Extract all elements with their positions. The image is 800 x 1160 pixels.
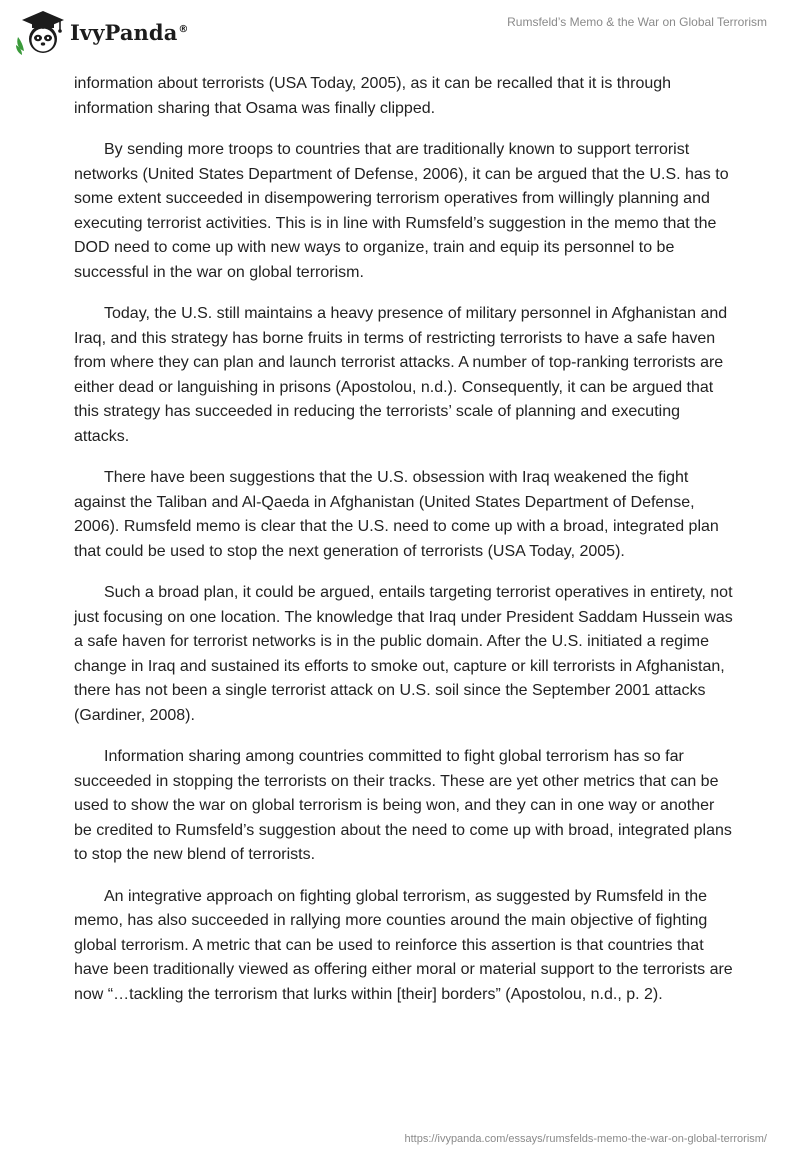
- paragraph: There have been suggestions that the U.S. obsession with Iraq weakened the fight against the Taliban and Al-Qaeda in Afghanistan (United States Department of Defense, 2006). Rumsfeld memo is clear that the U.S. need to come up with a broad, integrated plan that could be used to stop the next generation of terrorists (USA Today, 2005).: [74, 469, 719, 560]
- brand-name: IvyPanda®: [70, 19, 189, 45]
- paragraph: Information sharing among countries committed to fight global terrorism has so far succeeded in stopping the terrorists on their tracks. These are yet other metrics that can be used to show the war on global terrorism is being won, and they can in one way or another be credited to Rumsfeld’s suggestion about the need to come up with broad, integrated plans to stop the new blend of terrorists.: [74, 748, 732, 863]
- ivypanda-logo[interactable]: [14, 7, 189, 57]
- paragraph: Such a broad plan, it could be argued, entails targeting terrorist operatives in entirety, not just focusing on one location. The knowledge that Iraq under President Saddam Hussein was a safe haven for terrorist networks is in the public domain. After the U.S. initiated a regime change in Iraq and sustained its efforts to smoke out, capture or kill terrorists in Afghanistan, there has not been a single terrorist attack on U.S. soil since the September 2001 attacks (Gardiner, 2008).: [74, 584, 733, 724]
- paragraph: Today, the U.S. still maintains a heavy presence of military personnel in Afghanistan and Iraq, and this strategy has borne fruits in terms of restricting terrorists to have a safe haven from where they can plan and launch terrorist attacks. A number of top-ranking terrorists are either dead or languishing in prisons (Apostolou, n.d.). Consequently, it can be argued that this strategy has succeeded in reducing the terrorists’ scale of planning and executing attacks.: [74, 305, 728, 445]
- paragraph: An integrative approach on fighting global terrorism, as suggested by Rumsfeld in the memo, has also succeeded in rallying more counties around the main objective of fighting global terrorism. A metric that can be used to reinforce this assertion is that countries that have been traditionally viewed as offering either moral or material support to the terrorists are now “…tackling the terrorism that lurks within [their] borders” (Apostolou, n.d., p. 2).: [74, 887, 733, 1003]
- registered-mark: ®: [178, 23, 189, 35]
- panda-graduation-cap-icon: [14, 7, 66, 57]
- source-url[interactable]: https://ivypanda.com/essays/rumsfelds-memo-the-war-on-global-terrorism/: [404, 1133, 767, 1145]
- paragraph-continued: information about terrorists (USA Today, 2005), as it can be recalled that it is through information sharing that Osama was finally clipped.: [74, 75, 672, 117]
- essay-body: [74, 72, 734, 1024]
- page-header: [0, 0, 800, 62]
- document-title: Rumsfeld’s Memo & the War on Global Terrorism: [507, 15, 767, 29]
- paragraph: By sending more troops to countries that are traditionally known to support terrorist networks (United States Department of Defense, 2006), it can be argued that the U.S. has to some extent succeeded in disempowering terrorism operatives from willingly planning and executing terrorist activities. This is in line with Rumsfeld’s suggestion in the memo that the DOD need to come up with new ways to organize, train and equip its personnel to be successful in the war on global terrorism.: [74, 141, 729, 281]
